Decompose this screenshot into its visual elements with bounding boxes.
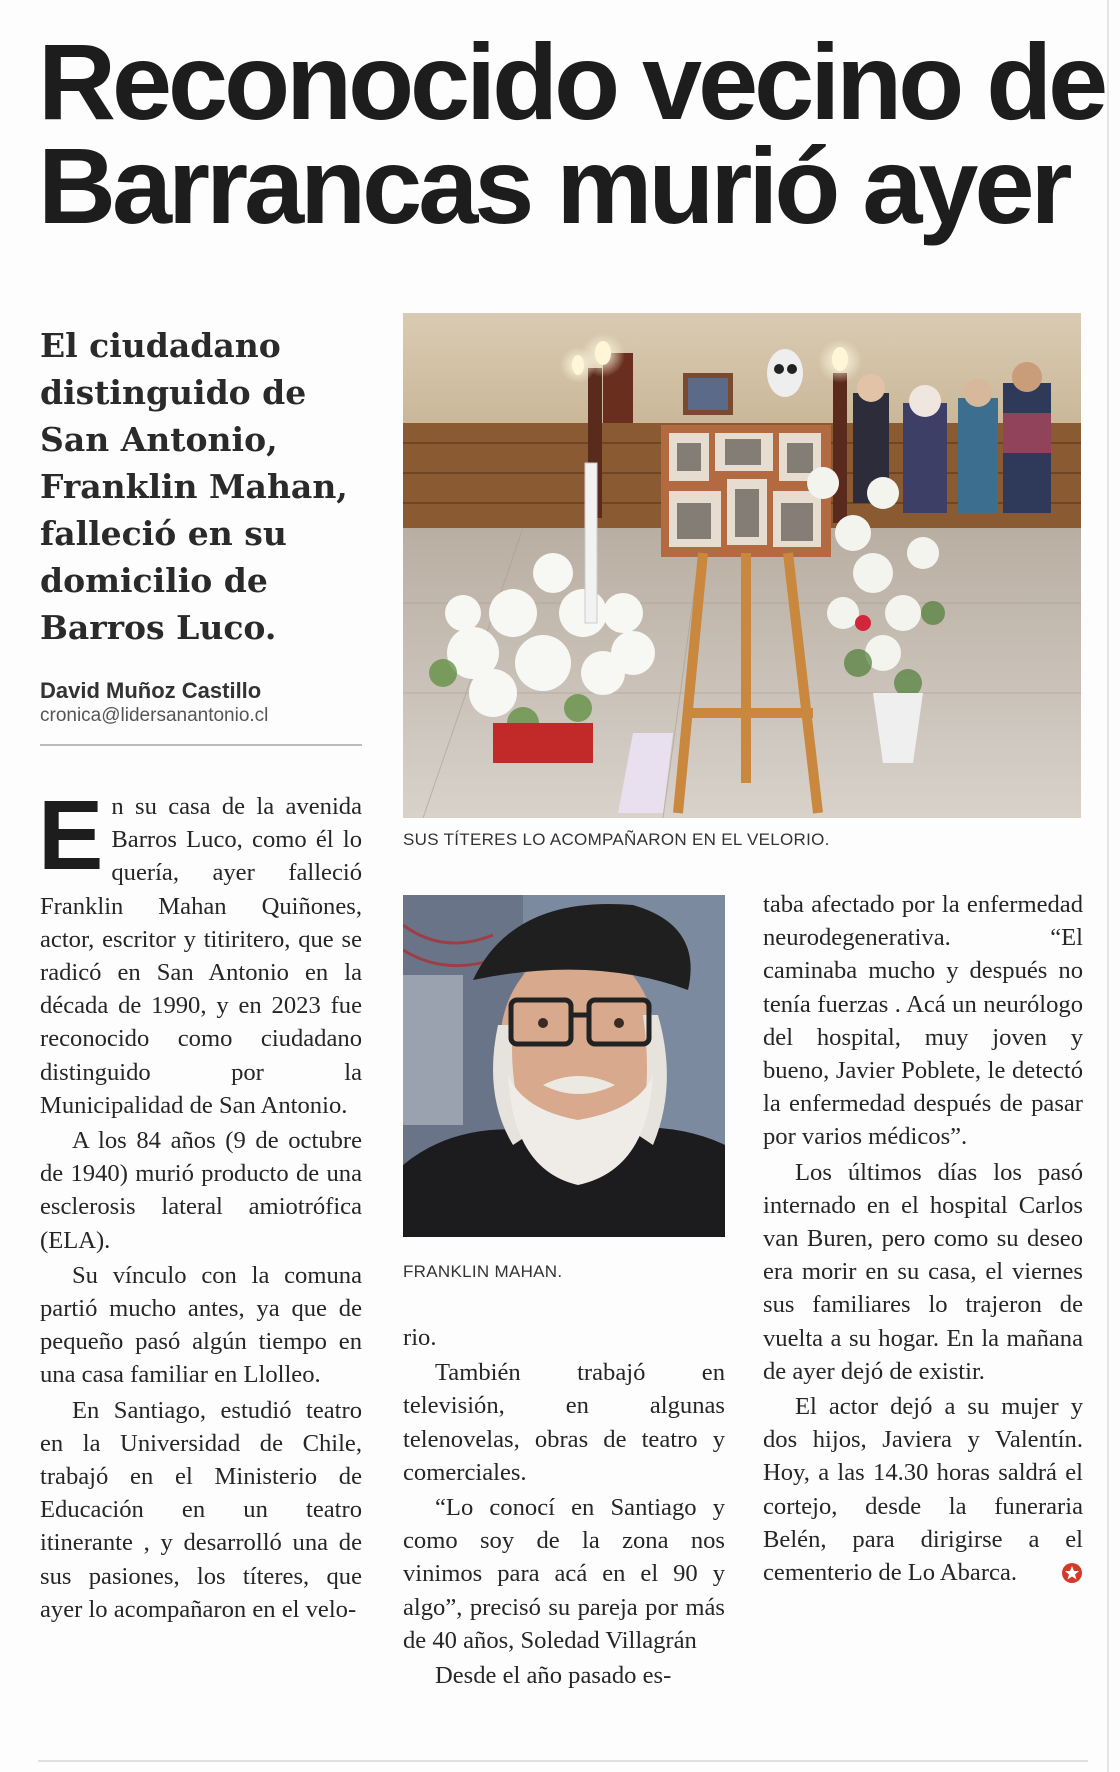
body-paragraph: Desde el año pasado es- [435,1662,672,1690]
body-paragraph: Su vínculo con la comuna partió mucho antes, ya que de pequeño pasó algún tiempo en una casa familiar en Llolleo. [40,1261,362,1389]
portrait-photo [403,895,725,1237]
author-email: cronica@lidersanantonio.cl [40,705,269,726]
headline-line-2: Barrancas murió ayer [38,125,1069,246]
headline-line-1: Reconocido vecino de [38,21,1105,142]
body-paragraph [763,1390,1083,1589]
body-column-1 [38,780,362,1626]
deck-subtitle: El ciudadano distinguido de San Antonio, Franklin Mahan, falleció en su domicilio de Barros Luco. [40,326,348,647]
author-name: David Muñoz Castillo [40,678,262,703]
headline [38,21,1105,246]
body-paragraph: A los 84 años (9 de octubre de 1940) murió producto de una esclerosis lateral amiotrófica (ELA). [40,1127,362,1254]
paragraph-text: n su casa de la avenida Barros Luco, como él lo quería, ayer falleció Franklin Mahan Quiñones, actor, escritor y titiritero, que se radicó en San Antonio en la década de 1990, y en 2023 fue reconocido como ciudadano distinguido por la Municipalidad de San Antonio. [40,793,362,1119]
body-paragraph: También trabajó en televisión, en algunas telenovelas, obras de teatro y comerciales. [403,1359,725,1486]
funeral-altar-photo [403,313,1081,818]
byline-divider [40,744,362,746]
main-photo-caption: SUS TÍTERES LO ACOMPAÑARON EN EL VELORIO. [403,830,830,849]
portrait-caption: FRANKLIN MAHAN. [403,1262,563,1281]
end-star-icon [1029,1560,1083,1593]
body-paragraph: taba afectado por la enfermedad neurodegenerativa. “El caminaba mucho y después no tenía fuerzas . Acá un neurólogo del hospital, muy joven y bueno, Javier Poblete, le detectó la enfermedad después de pasar por varios médicos”. [763,891,1083,1151]
body-paragraph: Los últimos días los pasó internado en el hospital Carlos van Buren, pero como su deseo era morir en su casa, el viernes sus familiares lo trajeron de vuelta a su hogar. En la mañana de ayer dejó de existir. [763,1158,1083,1385]
body-paragraph: En Santiago, estudió teatro en la Universidad de Chile, trabajó en el Ministerio de Educación en un teatro itinerante , y desarrolló una de sus pasiones, los títeres, que ayer lo acompañaron en el velo- [40,1396,362,1623]
drop-cap: E [38,780,104,890]
body-column-2 [403,1321,725,1692]
bottom-rule [38,1760,1088,1762]
body-column-3 [763,888,1083,1593]
paragraph-text: El actor dejó a su mujer y dos hijos, Javiera y Valentín. Hoy, a las 14.30 horas saldrá el cortejo, desde la funeraria Belén, para dirigirse a el cementerio de Lo Abarca. [763,1393,1083,1587]
body-paragraph [38,780,362,1122]
body-paragraph: “Lo conocí en Santiago y como soy de la zona nos vinimos para acá en el 90 y algo”, precisó su pareja por más de 40 años, Soledad Villagrán [403,1494,725,1654]
page-edge-rule [1107,0,1109,1772]
body-paragraph: rio. [403,1324,437,1351]
